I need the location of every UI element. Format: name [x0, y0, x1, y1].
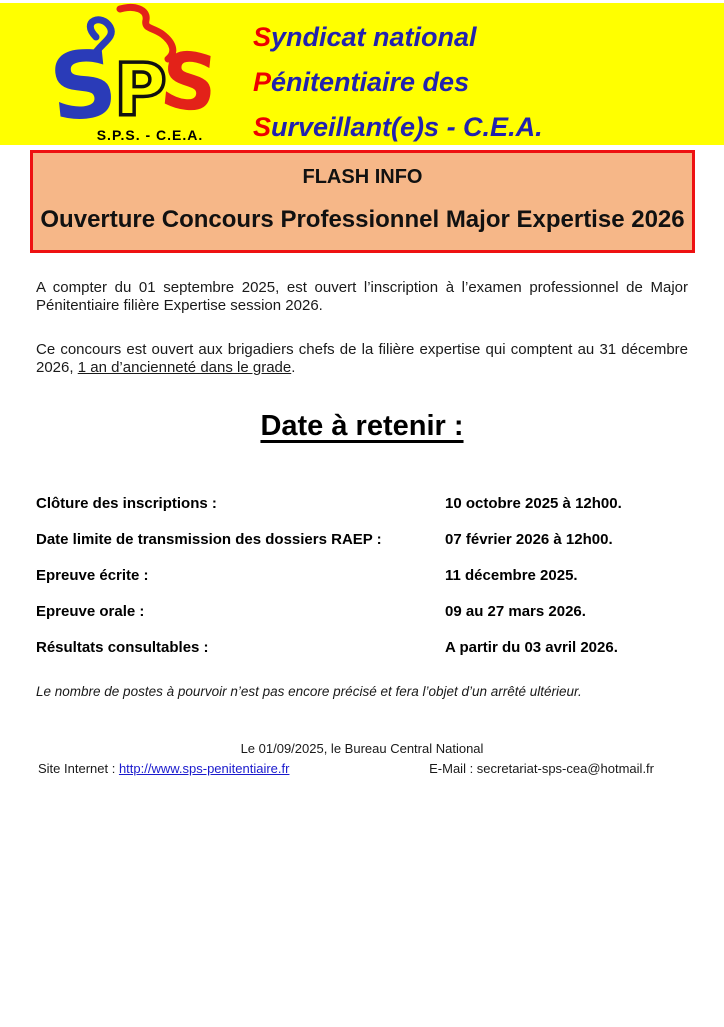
header-band	[0, 3, 724, 145]
date-row-closing	[36, 495, 688, 512]
footer-date-line: Le 01/09/2025, le Bureau Central National	[240, 741, 484, 756]
paragraph-intro: A compter du 01 septembre 2025, est ouvert l’inscription à l’examen professionnel de Major Pénitentiaire filière Expertise session 2026.	[36, 279, 688, 314]
logo-caption: S.P.S. - C.E.A.	[96, 127, 204, 143]
date-label: Résultats consultables :	[36, 639, 209, 656]
date-row-raep	[36, 531, 688, 548]
org-title-initial: S	[253, 22, 272, 52]
paragraph-conditions: Ce concours est ouvert aux brigadiers chefs de la filière expertise qui comptent au 31 décembre 2026, 1 an d’ancienneté dans le grade.	[36, 341, 688, 376]
date-value: 11 décembre 2025.	[445, 567, 578, 584]
footer-email: E-Mail : secretariat-sps-cea@hotmail.fr	[429, 761, 654, 776]
date-row-written-exam	[36, 567, 688, 584]
footer-site-label: Site Internet :	[38, 761, 119, 776]
logo-letter-s2: S	[156, 35, 222, 131]
website-link[interactable]: http://www.sps-penitentiaire.fr	[118, 761, 290, 776]
date-row-oral-exam	[36, 603, 688, 620]
date-label: Epreuve orale :	[36, 603, 145, 620]
footer	[0, 741, 724, 776]
date-list	[36, 495, 688, 656]
sps-logo-icon	[30, 3, 230, 145]
date-row-results	[36, 639, 688, 656]
flash-info-title: FLASH INFO	[302, 166, 423, 188]
flash-info-subject: Ouverture Concours Professionnel Major Expertise 2026	[40, 206, 685, 233]
date-label: Epreuve écrite :	[36, 567, 149, 584]
note-postes: Le nombre de postes à pourvoir n’est pas encore précisé et fera l’objet d’un arrêté ultérieur.	[36, 684, 582, 699]
org-title-line-3: Surveillant(e)s - C.E.A.	[253, 112, 543, 142]
sps-logo	[30, 3, 230, 145]
date-label: Clôture des inscriptions :	[36, 495, 217, 512]
org-title-initial: S	[253, 112, 272, 142]
footer-contacts	[38, 761, 654, 776]
org-title-initial: P	[253, 67, 272, 97]
org-title-line-2: Pénitentiaire des	[253, 67, 470, 97]
date-label: Date limite de transmission des dossiers RAEP :	[36, 531, 382, 548]
logo-letter-p: P	[114, 48, 167, 132]
date-value: 07 février 2026 à 12h00.	[445, 531, 613, 548]
flash-info-box	[30, 150, 695, 253]
date-value: A partir du 03 avril 2026.	[445, 639, 618, 656]
footer-site	[38, 761, 289, 776]
date-value: 09 au 27 mars 2026.	[445, 603, 586, 620]
org-title	[253, 15, 543, 150]
section-heading: Date à retenir :	[260, 410, 464, 442]
seniority-underlined-text: 1 an d’ancienneté dans le grade	[77, 359, 292, 376]
org-title-line-1: Syndicat national	[253, 22, 477, 52]
logo-letter-s1: S	[44, 29, 122, 143]
date-value: 10 octobre 2025 à 12h00.	[445, 495, 622, 512]
